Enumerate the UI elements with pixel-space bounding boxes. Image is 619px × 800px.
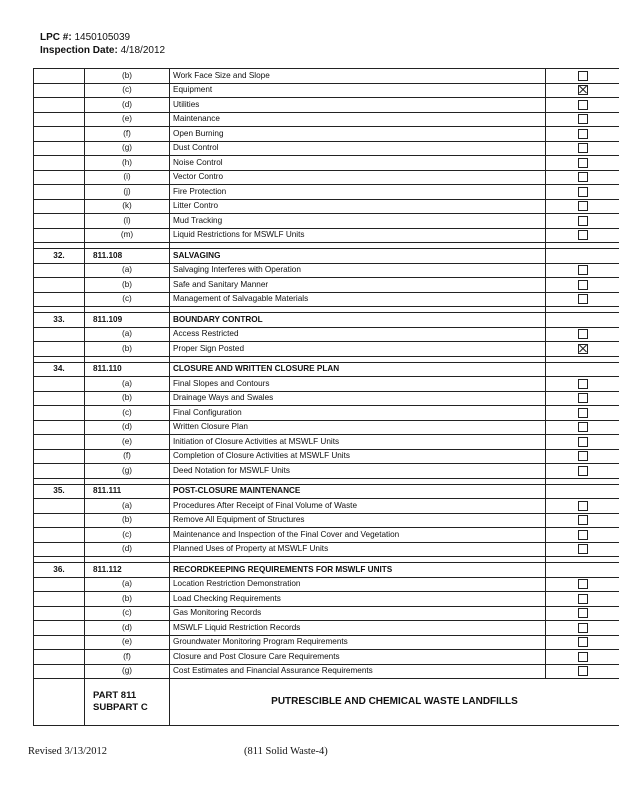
item-number-cell [34,327,85,342]
item-number-cell [34,435,85,450]
checklist-item-row [34,342,619,357]
item-check-cell [546,69,619,84]
item-description: Written Closure Plan [170,420,546,435]
item-check-cell [546,435,619,450]
item-check-cell [546,327,619,342]
item-description: Completion of Closure Activities at MSWLF Units [170,449,546,464]
section-check-cell [546,313,619,328]
checklist-item-row [34,228,619,243]
item-number-cell [34,342,85,357]
item-description: Initiation of Closure Activities at MSWLF Units [170,435,546,450]
inspection-date-line [40,44,165,57]
empty-checkbox-icon[interactable] [578,422,588,432]
section-title: BOUNDARY CONTROL [170,313,546,328]
item-check-cell [546,127,619,142]
empty-checkbox-icon[interactable] [578,187,588,197]
item-letter: (e) [85,112,170,127]
item-check-cell [546,592,619,607]
item-description: Salvaging Interferes with Operation [170,263,546,278]
item-number-cell [34,98,85,113]
item-number-cell [34,528,85,543]
item-letter: (c) [85,83,170,98]
item-description: Work Face Size and Slope [170,69,546,84]
item-letter: (a) [85,377,170,392]
item-check-cell [546,449,619,464]
item-letter: (c) [85,528,170,543]
item-number-cell [34,406,85,421]
checked-box-icon[interactable] [578,85,588,95]
empty-checkbox-icon[interactable] [578,158,588,168]
section-code: 811.112 [85,563,170,578]
checklist-item-row [34,406,619,421]
item-number-cell [34,391,85,406]
item-number-cell [34,606,85,621]
item-number-cell [34,621,85,636]
item-check-cell [546,420,619,435]
item-check-cell [546,635,619,650]
empty-checkbox-icon[interactable] [578,129,588,139]
section-title: RECORDKEEPING REQUIREMENTS FOR MSWLF UNITS [170,563,546,578]
checklist-item-row [34,542,619,557]
section-code: 811.108 [85,249,170,264]
item-letter: (b) [85,69,170,84]
checklist-item-row [34,499,619,514]
item-check-cell [546,292,619,307]
part-heading-row [34,679,619,726]
checklist-item-row [34,263,619,278]
empty-checkbox-icon[interactable] [578,294,588,304]
empty-checkbox-icon[interactable] [578,114,588,124]
item-letter: (k) [85,199,170,214]
checklist-item-row [34,650,619,665]
item-letter: (e) [85,435,170,450]
item-description: Maintenance [170,112,546,127]
checklist-item-row [34,635,619,650]
item-description: Management of Salvagable Materials [170,292,546,307]
empty-checkbox-icon[interactable] [578,451,588,461]
section-title: CLOSURE AND WRITTEN CLOSURE PLAN [170,362,546,377]
section-header-row [34,249,619,264]
item-description: Remove All Equipment of Structures [170,513,546,528]
checklist-item-row [34,98,619,113]
item-description: Noise Control [170,156,546,171]
item-description: Deed Notation for MSWLF Units [170,464,546,479]
empty-checkbox-icon[interactable] [578,280,588,290]
checklist-item-row [34,449,619,464]
inspection-date-label: Inspection Date: [40,45,118,56]
empty-checkbox-icon[interactable] [578,544,588,554]
page-reference: (811 Solid Waste-4) [244,746,328,757]
empty-checkbox-icon[interactable] [578,71,588,81]
item-number-cell [34,650,85,665]
item-check-cell [546,528,619,543]
item-letter: (g) [85,464,170,479]
item-description: Groundwater Monitoring Program Requirements [170,635,546,650]
section-title: SALVAGING [170,249,546,264]
empty-checkbox-icon[interactable] [578,437,588,447]
checklist-item-row [34,127,619,142]
section-header-row [34,563,619,578]
item-description: Drainage Ways and Swales [170,391,546,406]
item-number-cell [34,263,85,278]
item-description: Liquid Restrictions for MSWLF Units [170,228,546,243]
item-letter: (d) [85,542,170,557]
section-number: 33. [34,313,85,328]
item-check-cell [546,98,619,113]
checklist-item-row [34,69,619,84]
empty-checkbox-icon[interactable] [578,379,588,389]
item-check-cell [546,263,619,278]
item-letter: (l) [85,214,170,229]
item-number-cell [34,577,85,592]
item-check-cell [546,606,619,621]
checklist-item-row [34,185,619,200]
item-number-cell [34,464,85,479]
empty-checkbox-icon[interactable] [578,608,588,618]
item-number-cell [34,449,85,464]
item-number-cell [34,199,85,214]
item-letter: (a) [85,499,170,514]
item-description: Closure and Post Closure Care Requirements [170,650,546,665]
item-letter: (b) [85,342,170,357]
item-number-cell [34,513,85,528]
item-description: Safe and Sanitary Manner [170,278,546,293]
item-letter: (b) [85,391,170,406]
section-number: 32. [34,249,85,264]
checklist-item-row [34,170,619,185]
item-letter: (i) [85,170,170,185]
item-letter: (b) [85,278,170,293]
checklist-item-row [34,577,619,592]
checklist-item-row [34,606,619,621]
part-label: PART 811 SUBPART C [85,679,170,726]
item-description: Gas Monitoring Records [170,606,546,621]
checklist-item-row [34,278,619,293]
item-check-cell [546,156,619,171]
item-description: Mud Tracking [170,214,546,229]
part-spacer-cell [34,679,85,726]
empty-checkbox-icon[interactable] [578,172,588,182]
empty-checkbox-icon[interactable] [578,216,588,226]
empty-checkbox-icon[interactable] [578,466,588,476]
item-check-cell [546,499,619,514]
item-description: Location Restriction Demonstration [170,577,546,592]
empty-checkbox-icon[interactable] [578,230,588,240]
checklist-item-row [34,592,619,607]
checklist-item-row [34,141,619,156]
item-number-cell [34,420,85,435]
inspection-checklist-table [33,68,619,726]
part-title: PUTRESCIBLE AND CHEMICAL WASTE LANDFILLS [170,679,619,726]
section-title: POST-CLOSURE MAINTENANCE [170,484,546,499]
item-number-cell [34,635,85,650]
empty-checkbox-icon[interactable] [578,652,588,662]
checklist-item-row [34,513,619,528]
item-check-cell [546,464,619,479]
item-description: Access Restricted [170,327,546,342]
item-letter: (f) [85,650,170,665]
item-check-cell [546,621,619,636]
item-description: Planned Uses of Property at MSWLF Units [170,542,546,557]
item-check-cell [546,83,619,98]
checklist-item-row [34,83,619,98]
item-number-cell [34,592,85,607]
section-header-row [34,313,619,328]
item-check-cell [546,214,619,229]
checklist-item-row [34,464,619,479]
item-check-cell [546,513,619,528]
item-check-cell [546,377,619,392]
section-number: 36. [34,563,85,578]
item-check-cell [546,342,619,357]
item-check-cell [546,199,619,214]
empty-checkbox-icon[interactable] [578,393,588,403]
item-letter: (e) [85,635,170,650]
item-letter: (h) [85,156,170,171]
empty-checkbox-icon[interactable] [578,579,588,589]
item-check-cell [546,664,619,679]
section-number: 35. [34,484,85,499]
section-number: 34. [34,362,85,377]
item-description: Dust Control [170,141,546,156]
item-number-cell [34,127,85,142]
checklist-item-row [34,292,619,307]
inspection-date-value: 4/18/2012 [120,45,166,56]
checklist-item-row [34,621,619,636]
item-letter: (f) [85,449,170,464]
item-number-cell [34,214,85,229]
section-header-row [34,362,619,377]
item-check-cell [546,650,619,665]
item-number-cell [34,156,85,171]
empty-checkbox-icon[interactable] [578,408,588,418]
item-description: Fire Protection [170,185,546,200]
checklist-item-row [34,214,619,229]
item-check-cell [546,542,619,557]
item-letter: (a) [85,577,170,592]
lpc-label: LPC #: [40,32,72,43]
item-check-cell [546,112,619,127]
item-number-cell [34,112,85,127]
empty-checkbox-icon[interactable] [578,265,588,275]
item-check-cell [546,170,619,185]
item-number-cell [34,185,85,200]
item-letter: (c) [85,606,170,621]
empty-checkbox-icon[interactable] [578,594,588,604]
checklist-item-row [34,391,619,406]
inspection-header [40,31,165,57]
checklist-item-row [34,112,619,127]
item-description: MSWLF Liquid Restriction Records [170,621,546,636]
empty-checkbox-icon[interactable] [578,666,588,676]
item-letter: (g) [85,664,170,679]
item-letter: (m) [85,228,170,243]
lpc-line [40,31,165,44]
item-letter: (d) [85,621,170,636]
item-check-cell [546,406,619,421]
checklist-item-row [34,435,619,450]
checklist-item-row [34,528,619,543]
item-letter: (d) [85,98,170,113]
item-description: Load Checking Requirements [170,592,546,607]
item-letter: (f) [85,127,170,142]
section-check-cell [546,484,619,499]
item-letter: (a) [85,263,170,278]
item-description: Procedures After Receipt of Final Volume of Waste [170,499,546,514]
empty-checkbox-icon[interactable] [578,637,588,647]
empty-checkbox-icon[interactable] [578,201,588,211]
item-check-cell [546,141,619,156]
checked-box-icon[interactable] [578,344,588,354]
empty-checkbox-icon[interactable] [578,501,588,511]
item-letter: (a) [85,327,170,342]
item-check-cell [546,185,619,200]
item-number-cell [34,170,85,185]
checklist-item-row [34,377,619,392]
item-letter: (g) [85,141,170,156]
section-check-cell [546,362,619,377]
item-description: Equipment [170,83,546,98]
item-letter: (b) [85,592,170,607]
item-number-cell [34,377,85,392]
item-description: Open Burning [170,127,546,142]
empty-checkbox-icon[interactable] [578,623,588,633]
item-description: Utilities [170,98,546,113]
checklist-item-row [34,156,619,171]
item-check-cell [546,577,619,592]
item-description: Proper Sign Posted [170,342,546,357]
item-description: Maintenance and Inspection of the Final Cover and Vegetation [170,528,546,543]
item-letter: (b) [85,513,170,528]
section-code: 811.109 [85,313,170,328]
section-header-row [34,484,619,499]
item-number-cell [34,499,85,514]
checklist-item-row [34,199,619,214]
section-check-cell [546,249,619,264]
item-number-cell [34,83,85,98]
item-number-cell [34,542,85,557]
item-number-cell [34,228,85,243]
item-number-cell [34,141,85,156]
item-description: Litter Contro [170,199,546,214]
empty-checkbox-icon[interactable] [578,143,588,153]
item-description: Final Slopes and Contours [170,377,546,392]
item-check-cell [546,228,619,243]
checklist-item-row [34,420,619,435]
item-description: Cost Estimates and Financial Assurance Requirements [170,664,546,679]
item-letter: (d) [85,420,170,435]
section-code: 811.111 [85,484,170,499]
item-description: Final Configuration [170,406,546,421]
empty-checkbox-icon[interactable] [578,329,588,339]
item-letter: (c) [85,292,170,307]
item-number-cell [34,664,85,679]
revision-date: Revised 3/13/2012 [28,746,108,757]
item-letter: (j) [85,185,170,200]
section-check-cell [546,563,619,578]
item-number-cell [34,69,85,84]
item-check-cell [546,391,619,406]
checklist-body [34,69,619,679]
checklist-item-row [34,664,619,679]
item-description: Vector Contro [170,170,546,185]
empty-checkbox-icon[interactable] [578,100,588,110]
empty-checkbox-icon[interactable] [578,530,588,540]
empty-checkbox-icon[interactable] [578,515,588,525]
lpc-number: 1450105039 [74,32,131,43]
item-number-cell [34,292,85,307]
checklist-item-row [34,327,619,342]
item-letter: (c) [85,406,170,421]
section-code: 811.110 [85,362,170,377]
item-number-cell [34,278,85,293]
item-check-cell [546,278,619,293]
